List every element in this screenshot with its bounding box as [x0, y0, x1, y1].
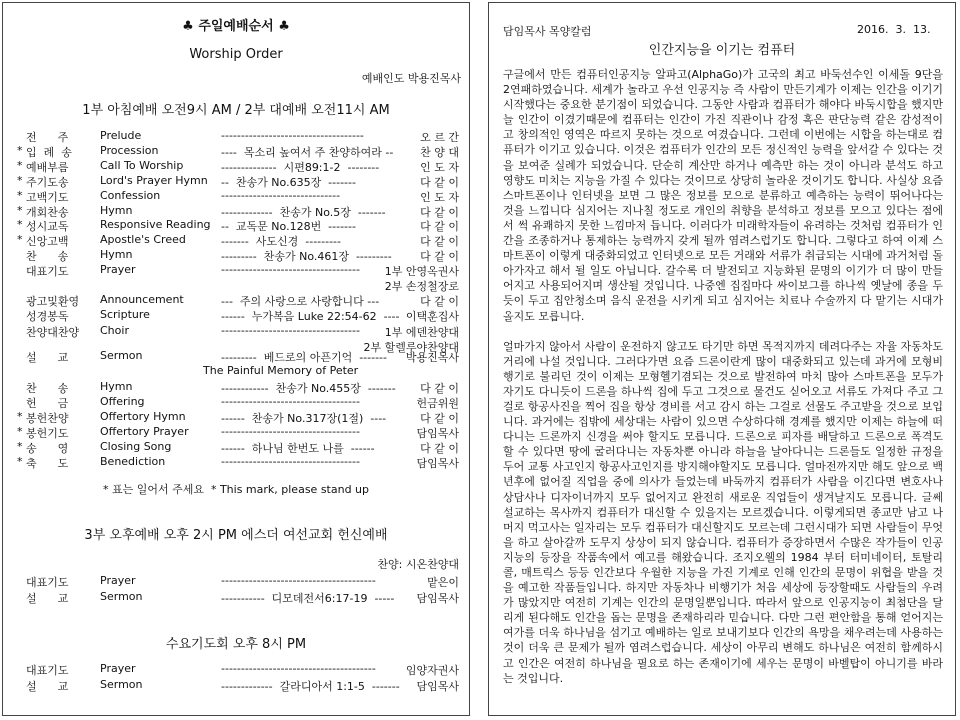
order-row: [3, 678, 469, 692]
column-label: 담임목사 목양칼럼: [503, 25, 592, 38]
order-row: [3, 395, 469, 409]
order-english-label: Scripture: [100, 308, 150, 322]
order-english-label: Procession: [100, 143, 159, 157]
order-detail: -----------------------------------: [221, 263, 360, 277]
wednesday-service-header: 수요기도회 오후 8시 PM: [165, 637, 307, 652]
order-star: *: [17, 173, 23, 187]
order-responsible: 인 도 자: [420, 190, 459, 204]
order-row: [3, 440, 469, 454]
order-english-label: Prelude: [100, 129, 142, 142]
order-detail: ------ 찬송가 No.317장(1절) ----: [221, 411, 387, 425]
order-detail: ------ 누가복음 Luke 22:54-62 ----: [221, 310, 400, 324]
order-english-label: Call To Worship: [100, 158, 184, 172]
order-english-label: Hymn: [100, 248, 133, 262]
morning-service-header: 1부 아침예배 오전9시 AM / 2부 대예배 오전11시 AM: [82, 103, 390, 118]
order-english-label: Apostle's Creed: [100, 233, 186, 247]
order-responsible: 다 같 이: [420, 220, 459, 234]
order-korean-label: 대표기도: [26, 576, 69, 589]
order-english-label: Sermon: [100, 590, 143, 603]
order-english-label: Benediction: [100, 454, 166, 468]
order-detail: -----------------------------------: [221, 424, 360, 438]
order-row: [3, 425, 469, 439]
order-detail: ----------- 디모데전서6:17-19 -----: [221, 592, 395, 605]
order-row: [3, 189, 469, 203]
order-english-label: Offertory Prayer: [100, 424, 189, 438]
order-korean-label: 광고및환영: [26, 295, 80, 308]
order-row: [3, 308, 469, 322]
order-responsible: 찬 양 대: [420, 145, 459, 159]
order-responsible: 다 같 이: [420, 235, 459, 249]
order-english-label: Offertory Hymn: [100, 409, 186, 423]
order-detail: ------------- 갈라디아서 1:1-5 -------: [221, 680, 400, 693]
order-korean-label: 대표기도: [26, 265, 69, 279]
order-responsible: 담임목사: [416, 592, 459, 605]
order-korean-label: 헌 금: [26, 396, 69, 410]
order-korean-label: 성경봉독: [26, 310, 69, 324]
order-detail: ---------------------------------------: [221, 574, 376, 587]
order-responsible: 다 같 이: [420, 205, 459, 219]
order-korean-label: 송 영: [26, 441, 69, 455]
order-korean-label: 고백기도: [26, 190, 69, 204]
order-korean-label: 찬 송: [26, 382, 69, 395]
order-star: *: [17, 409, 23, 423]
order-english-label: Closing Song: [100, 439, 172, 453]
order-detail: -----------------------------------: [221, 323, 360, 337]
order-responsible: 인 도 자: [420, 160, 459, 174]
order-english-label: Hymn: [100, 203, 133, 217]
order-korean-label: 성시교독: [26, 220, 69, 234]
prayer-second-service: 2부 손정철장로: [384, 280, 459, 293]
order-korean-label: 찬양대찬양: [26, 325, 80, 339]
order-row: [3, 410, 469, 424]
order-row: [3, 324, 469, 338]
order-row: [3, 590, 469, 604]
order-english-label: Responsive Reading: [100, 218, 211, 232]
order-detail: ------------------------------: [221, 188, 341, 202]
order-detail: ------------------------------------: [221, 129, 364, 142]
choir-second-service: 2부 할렐루야찬양대: [363, 341, 459, 355]
order-star: *: [17, 218, 23, 232]
order-star: *: [17, 233, 23, 247]
worship-order-subtitle: Worship Order: [189, 47, 283, 62]
order-korean-label: 찬 송: [26, 250, 69, 264]
order-responsible: 임양자권사: [405, 664, 459, 677]
order-row: [3, 455, 469, 469]
order-detail: ------- 사도신경 ---------: [221, 235, 341, 249]
order-korean-label: 개회찬송: [26, 205, 69, 219]
stand-note: * 표는 일어서 주세요 * This mark, please stand up: [102, 483, 370, 496]
order-responsible: 담임목사: [416, 426, 459, 440]
order-row: [3, 293, 469, 307]
order-korean-label: 설 교: [26, 592, 69, 605]
order-english-label: Prayer: [100, 662, 136, 675]
order-detail: --- 주의 사랑으로 사랑합니다 ---: [221, 295, 380, 308]
column-paragraph: 얼마가지 않아서 사람이 운전하지 않고도 타기만 하면 목적지까지 데려다주는 자율 자동차도 거리에 나설 것입니다. 그러다가면 요즘 드론이란게 많이 대중화되고 있는데 과거에 모형비행기로 불리던 것이 이제는 모형헬기겸되는 것으로 발전하여 마치 많아 스마트폰을 모두가 자기도 다니듯이 드론을 하나씩 집에 두고 그것으로 물건도 싣어오고 서류도 가져다 주고 그걸로 항공사진을 찍어 집을 항상 경비를 서고 감시 하는 그걸로 선물도 주고받을 것으로 보입니다. 과거에는 집밖에 세상대는 사람이 있으면 수상하다해 경계를 했지만 이제는 하늘에 떠다니는 드론까지 신경을 써야 할지도 모릅니다. 드론으로 피자를 배달하고 드론으로 폭격도 할 수 있다면 땅에 굴러다니는 자동차뿐 아니라 하늘을 날아다니는 드론들도 일정한 규정을 두어 교통 사고인지 항공사고인지를 방지해야할지도 모릅니다. 얼마전까지만 해도 앞으로 백년후에 없어질 직업을 중에 의사가 들었는데 바둑까지 컴퓨터가 사람을 이긴다면 변호사나 상담사나 디자이너까지 모두 없어지고 완전히 새로운 직업들이 생겨날지도 모릅니다. 글쎄 설교하는 목사까지 컴퓨터가 대신할 수 있을지는 모르겠습니다. 이렇게되면 종교만 남고 나머지 먹고사는 일자리는 모두 컴퓨터가 대신할지도 모르는데 그런시대가 되면 사람들이 무엇을 하고 살아갈까 도무지 상상이 되지 않습니다. 컴퓨터가 증장하면서 수많은 작가들이 인공지능의 등장을 작품속에서 예고를 해왔습니다. 조지오웰의 1984 부터 터미네이터, 토탈리콜, 매트릭스 등등 인간보다 우월한 지능을 가진 기계로 인해 인간의 문명이 위협을 받을 것을 예고한 작품들입니다. 하지만 자동차나 비행기가 처음 세상에 등장할때도 사람들의 우려가 많았지만 여전히 기계는 인간의 문명일뿐입니다. 따라서 앞으로 인공지능이 최첨단을 달리게 된다해도 인간을 돕는 문명을 존재하리라 믿습니다. 다만 그런 편안함을 통해 얻어지는 여가를 더욱 하나님을 섬기고 예배하는 일로 보내기보다 인간의 욕망을 채우려는데 사용하는 것이 더욱 큰 문제가 될까 염려스럽습니다. 세상이 아무리 변해도 하나님은 여전히 함께하시고 인간은 여전히 하나님을 필요로 하는 존재이기에 세우는 문명이 바벨탑이 아니기를 바라는 것입니다.: [503, 339, 943, 685]
worship-order-title: ♣ 주일예배순서 ♣: [182, 19, 290, 34]
order-detail: ------------ 찬송가 No.455장 -------: [221, 382, 396, 395]
order-responsible: 1부 안영옥권사: [384, 265, 459, 279]
order-responsible: 다 같 이: [420, 295, 459, 308]
order-detail: --------- 베드로의 아픈기억 -------: [221, 351, 387, 364]
order-korean-label: 봉헌찬양: [26, 411, 69, 425]
order-responsible: 다 같 이: [420, 382, 459, 395]
order-row: [3, 204, 469, 218]
order-responsible: 오 르 간: [420, 131, 459, 144]
order-responsible: 헌금위원: [416, 396, 459, 410]
sermon-english-title: The Painful Memory of Peter: [203, 364, 359, 377]
order-star: *: [17, 454, 23, 468]
order-korean-label: 신앙고백: [26, 235, 69, 249]
order-row: [3, 129, 469, 143]
order-detail: -- 교독문 No.128번 -------: [221, 220, 356, 234]
order-star: *: [17, 158, 23, 172]
order-responsible: 이택훈집사: [405, 310, 459, 324]
order-row: [3, 248, 469, 262]
order-row: [3, 144, 469, 158]
order-row: [3, 233, 469, 247]
order-row: [3, 159, 469, 173]
order-english-label: Lord's Prayer Hymn: [100, 173, 208, 187]
order-korean-label: 전 주: [26, 131, 69, 144]
order-row: [3, 380, 469, 394]
order-responsible: 다 같 이: [420, 175, 459, 189]
column-body: [503, 67, 943, 686]
order-row: [3, 174, 469, 188]
order-star: *: [17, 203, 23, 217]
column-date: 2016. 3. 13.: [857, 23, 931, 36]
order-detail: -----------------------------------: [221, 394, 360, 408]
order-english-label: Announcement: [100, 293, 184, 306]
worship-order-page: [2, 2, 470, 716]
column-title: 인간지능을 이기는 컴퓨터: [648, 43, 796, 58]
order-responsible: 담임목사: [416, 680, 459, 693]
order-korean-label: 주기도송: [26, 175, 69, 189]
order-responsible: 담임목사: [416, 456, 459, 470]
order-english-label: Sermon: [100, 678, 143, 691]
order-korean-label: 축 도: [26, 456, 69, 470]
order-korean-label: 예배부름: [26, 160, 69, 174]
order-english-label: Sermon: [100, 349, 143, 362]
order-responsible: 다 같 이: [420, 411, 459, 425]
order-korean-label: 설 교: [26, 680, 69, 693]
order-star: *: [17, 143, 23, 157]
order-star: *: [17, 424, 23, 438]
order-responsible: 1부 에덴찬양대: [384, 325, 459, 339]
order-english-label: Choir: [100, 323, 129, 337]
order-responsible: 맡은이: [427, 576, 459, 589]
order-responsible: 다 같 이: [420, 441, 459, 455]
order-star: *: [17, 188, 23, 202]
order-row: [3, 263, 469, 277]
order-star: *: [17, 439, 23, 453]
column-paragraph: 구글에서 만든 컴퓨터인공지능 알파고(AlphaGo)가 고국의 최고 바둑선수인 이세돌 9단을 2연패하였습니다. 세계가 놀라고 우선 인공지능 즉 사람이 만든기계가 이제는 인간을 이기기 시작했다는 중요한 분기점이 되었습니다. 그동안 사람과 컴퓨터가 해야다 바둑시합을 했지만 늘 인간이 이겼기때문에 컴퓨터는 인간이 가진 직관이나 감정 혹은 판단능력 같은 감성적이고 창의적인 영역은 따르지 못하는 것으로 여겼습니다. 그런데 이번에는 시합을 하는대로 컴퓨터가 이기고 있습니다. 이것은 컴퓨터가 인간의 모든 정신적인 능력을 앞서갈 수 있다는 것을 보여준 실례가 되었습니다. 단순히 계산만 하거나 예측만 하는 것이 아니라 분석도 하고 영향도 미치는 지능을 가질 수 있다는 것이므로 상당히 놀라운 것이기도 합니다. 사실상 요즘 스마트폰이나 인터넷을 보면 그 많은 정보를 모으로 분류하고 예측하는 능력이 뛰어나다는 것을 느낍니다 심지어는 지나칠 정도로 개인의 취향을 분석하고 정보를 모으고 있다는 점에서 썩 유쾌하지 못한 느낌마저 듭니다. 이러다가 미래학자들이 유려하는 것처럼 컴퓨터가 인간을 조종하거나 통제하는 능력까지 갖게 될까 염려스럽기도 합니다. 그렇다고 하여 이제 스마트폰이 이렇게 대중화되었고 인터넷으로 모든 거래와 서류가 취급되는 시대에 과거처럼 돌아가자고 해서 될 일도 아닙니다. 갈수록 더 발전되고 지능화된 문명의 이기가 더 많이 만들어지고 사용되어지며 생산될 것입니다. 나중엔 집집마다 싸이보그를 하나씩 옛날에 종을 두듯이 두고 집안청소며 음식 운전을 시키게 되고 심지어는 치료나 수술까지 다 맡기는 시대가 올지도 모릅니다.: [503, 68, 943, 323]
order-row: [3, 574, 469, 588]
afternoon-service-header: 3부 오후예배 오후 2시 PM 에스더 여선교회 헌신예배: [84, 528, 388, 543]
afternoon-choir: 찬양: 시온찬양대: [377, 558, 459, 571]
order-detail: -------------- 시편89:1-2 --------: [221, 160, 380, 174]
order-english-label: Prayer: [100, 263, 136, 277]
order-english-label: Hymn: [100, 380, 133, 393]
order-detail: --------- 찬송가 No.461장 ---------: [221, 250, 392, 264]
order-english-label: Offering: [100, 394, 145, 408]
order-detail: ------------- 찬송가 No.5장 -------: [221, 205, 386, 219]
worship-leader: 예배인도 박용진목사: [361, 72, 461, 85]
order-korean-label: 입 례 송: [26, 145, 72, 159]
order-korean-label: 봉헌기도: [26, 426, 69, 440]
order-detail: ---- 목소리 높여서 주 찬양하여라 --: [221, 145, 394, 159]
order-responsible: 박용진목사: [405, 351, 459, 364]
order-korean-label: 설 교: [26, 351, 69, 364]
order-detail: -----------------------------------: [221, 454, 360, 468]
order-detail: ---------------------------------------: [221, 662, 376, 675]
order-detail: ------ 하나님 한번도 나를 ------: [221, 441, 375, 455]
order-row: [3, 349, 469, 363]
order-english-label: Confession: [100, 188, 161, 202]
order-english-label: Prayer: [100, 574, 136, 587]
order-korean-label: 대표기도: [26, 664, 69, 677]
pastor-column-page: [488, 2, 956, 716]
order-row: [3, 662, 469, 676]
order-row: [3, 218, 469, 232]
order-responsible: 다 같 이: [420, 250, 459, 264]
order-detail: -- 찬송가 No.635장 -------: [221, 175, 356, 189]
